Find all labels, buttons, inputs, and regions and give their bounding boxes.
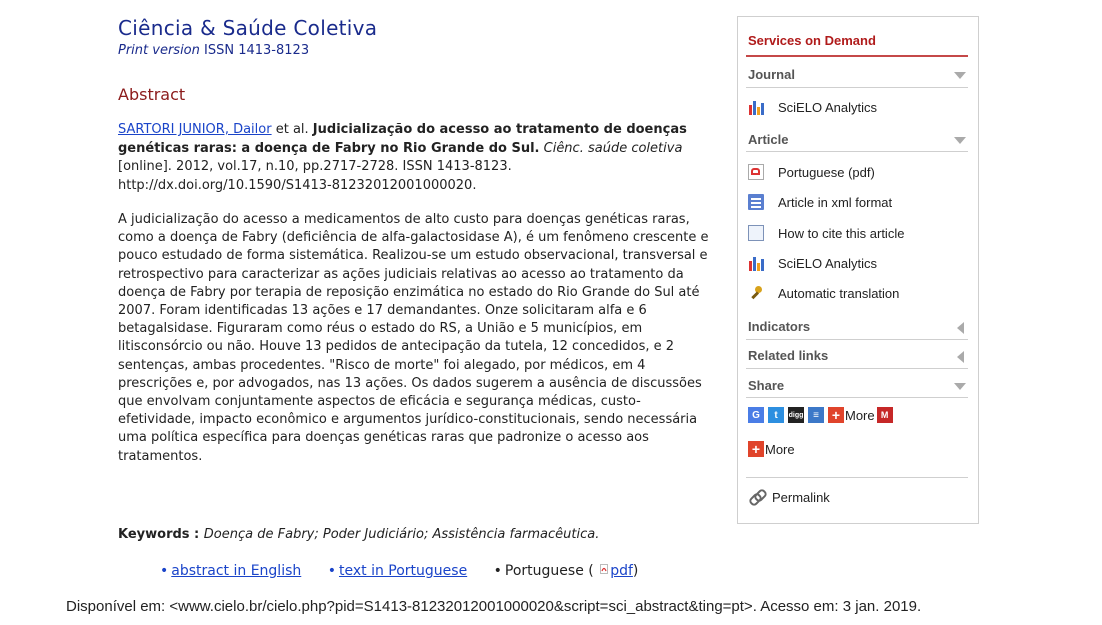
section-related-links[interactable]: Related links [748,348,829,363]
author-link[interactable]: SARTORI JUNIOR, Dailor [118,122,272,137]
permalink-link[interactable] [748,489,830,505]
how-to-cite-label: How to cite this article [778,225,905,241]
share-buttons [748,407,897,423]
article-xml-link[interactable] [748,194,892,210]
close-paren: ) [632,563,639,579]
keywords-values: Doença de Fabry; Poder Judiciário; Assistência farmacêutica. [203,527,600,542]
section-divider [746,151,968,152]
pdf-icon [748,164,764,180]
chevron-down-icon[interactable] [954,137,966,144]
bullet-icon: • [327,563,336,579]
section-divider [746,339,968,340]
twitter-icon[interactable]: t [768,407,784,423]
bullet-icon: • [493,563,502,579]
sidebar-title: Services on Demand [748,33,876,48]
section-divider [746,397,968,398]
journal-abbrev: Ciênc. saúde coletiva [543,140,683,156]
automatic-translation-label: Automatic translation [778,285,900,301]
issn: ISSN 1413-8123 [204,43,310,58]
section-indicators[interactable]: Indicators [748,319,811,334]
source-line: Disponível em: <www.cielo.br/cielo.php?pid=S1413-81232012001000020&script=sci_abstract&ting=pt>. Acesso em: 3 jan. 2019. [66,598,922,615]
chevron-down-icon[interactable] [954,72,966,79]
article-xml-label: Article in xml format [778,194,893,210]
automatic-translation-link[interactable] [748,285,899,301]
section-divider [746,368,968,369]
google-icon[interactable]: G [748,407,764,423]
section-divider [746,87,968,88]
article-scielo-analytics[interactable] [748,255,877,271]
article-analytics-label: SciELO Analytics [778,255,877,271]
share-more-label-2[interactable]: More [765,442,795,457]
page-icon [748,225,764,241]
bullet-icon: • [160,563,169,579]
abstract-english-link[interactable]: abstract in English [171,563,302,579]
plus-icon[interactable]: + [748,441,764,457]
section-share[interactable]: Share [748,378,785,393]
bar-chart-icon [748,255,764,271]
portuguese-label: Portuguese ( [504,563,594,579]
print-version-label: Print version [118,43,200,58]
plus-icon[interactable]: + [828,407,844,423]
article-pdf-label: Portuguese (pdf) [778,164,875,180]
list-icon[interactable]: ≡ [808,407,824,423]
key-icon [748,285,764,301]
digg-icon[interactable]: digg [788,407,804,423]
pdf-link[interactable]: pdf [610,563,633,579]
citation [118,121,718,195]
section-journal[interactable]: Journal [748,67,795,82]
section-article[interactable]: Article [748,132,789,147]
permalink-label: Permalink [772,489,830,505]
chevron-left-icon[interactable] [957,322,964,334]
english-abstract-item [160,563,301,579]
article-title: Judicialização do acesso ao tratamento de doenças genéticas raras: a doença de Fabry no Rio Grande do Sul. [118,122,687,156]
share-more-row [748,441,797,457]
mendeley-icon[interactable]: M [877,407,893,423]
keywords [118,527,599,542]
pdf-icon [600,562,608,572]
text-portuguese-link[interactable]: text in Portuguese [338,563,468,579]
journal-scielo-analytics[interactable] [748,99,877,115]
how-to-cite-link[interactable] [748,225,904,241]
text-portuguese-item [328,563,467,579]
section-divider [746,477,968,478]
journal-title: Ciência & Saúde Coletiva [118,16,378,40]
print-version [118,43,309,58]
chevron-down-icon[interactable] [954,383,966,390]
et-al: et al. [271,122,313,137]
bar-chart-icon [748,99,764,115]
journal-analytics-label: SciELO Analytics [778,99,877,115]
bottom-links [160,562,660,579]
article-pdf-link[interactable] [748,164,875,180]
xml-document-icon [748,194,764,210]
abstract-body: A judicialização do acesso a medicamentos de alto custo para doenças genéticas raras, como a doença de Fabry (deficiência de alfa-galactosidase A), é um fenômeno crescente e pouco estudado de forma sistemática. Realizou-se um estudo observacional, transversal e retrospectivo para caracterizar as ações judiciais relativas ao acesso ao tratamento da doença de Fabry por terapia de reposição enzimática no estado do Rio Grande do Sul até 2007. Foram identificadas 13 ações e 17 demandantes. Onze solicitaram alfa e 6 betagalsidase. Figuraram como réus o estado do RS, a União e 5 municípios, em litisconsórcio ou não. Houve 13 pedidos de antecipação da tutela, 12 concedidos, e 2 sentenças, ambas procedentes. "Risco de morte" foi alegado, por médicos, em 4 prescrições e, por advogados, nas 13 ações. Os dados sugerem a ausência de discussões que envolvam conjuntamente aspectos de eficácia e segurança médicas, custo-efetividade, impacto econômico e argumentos jurídico-constitucionais, sendo necessária uma política específica para doenças genéticas raras que padronize o acesso aos tratamentos. [118,212,709,464]
citation-rest: [online]. 2012, vol.17, n.10, pp.2717-2728. ISSN 1413-8123. http://dx.doi.org/10.1590/S1413-81232012001000020. [118,159,512,193]
sidebar-title-divider [746,55,968,57]
link-icon [748,489,764,505]
services-sidebar [737,16,979,524]
abstract-heading: Abstract [118,85,186,104]
portuguese-pdf-item [494,562,639,579]
chevron-left-icon[interactable] [957,351,964,363]
share-more-label[interactable]: More [845,408,875,423]
keywords-label: Keywords : [118,527,204,542]
